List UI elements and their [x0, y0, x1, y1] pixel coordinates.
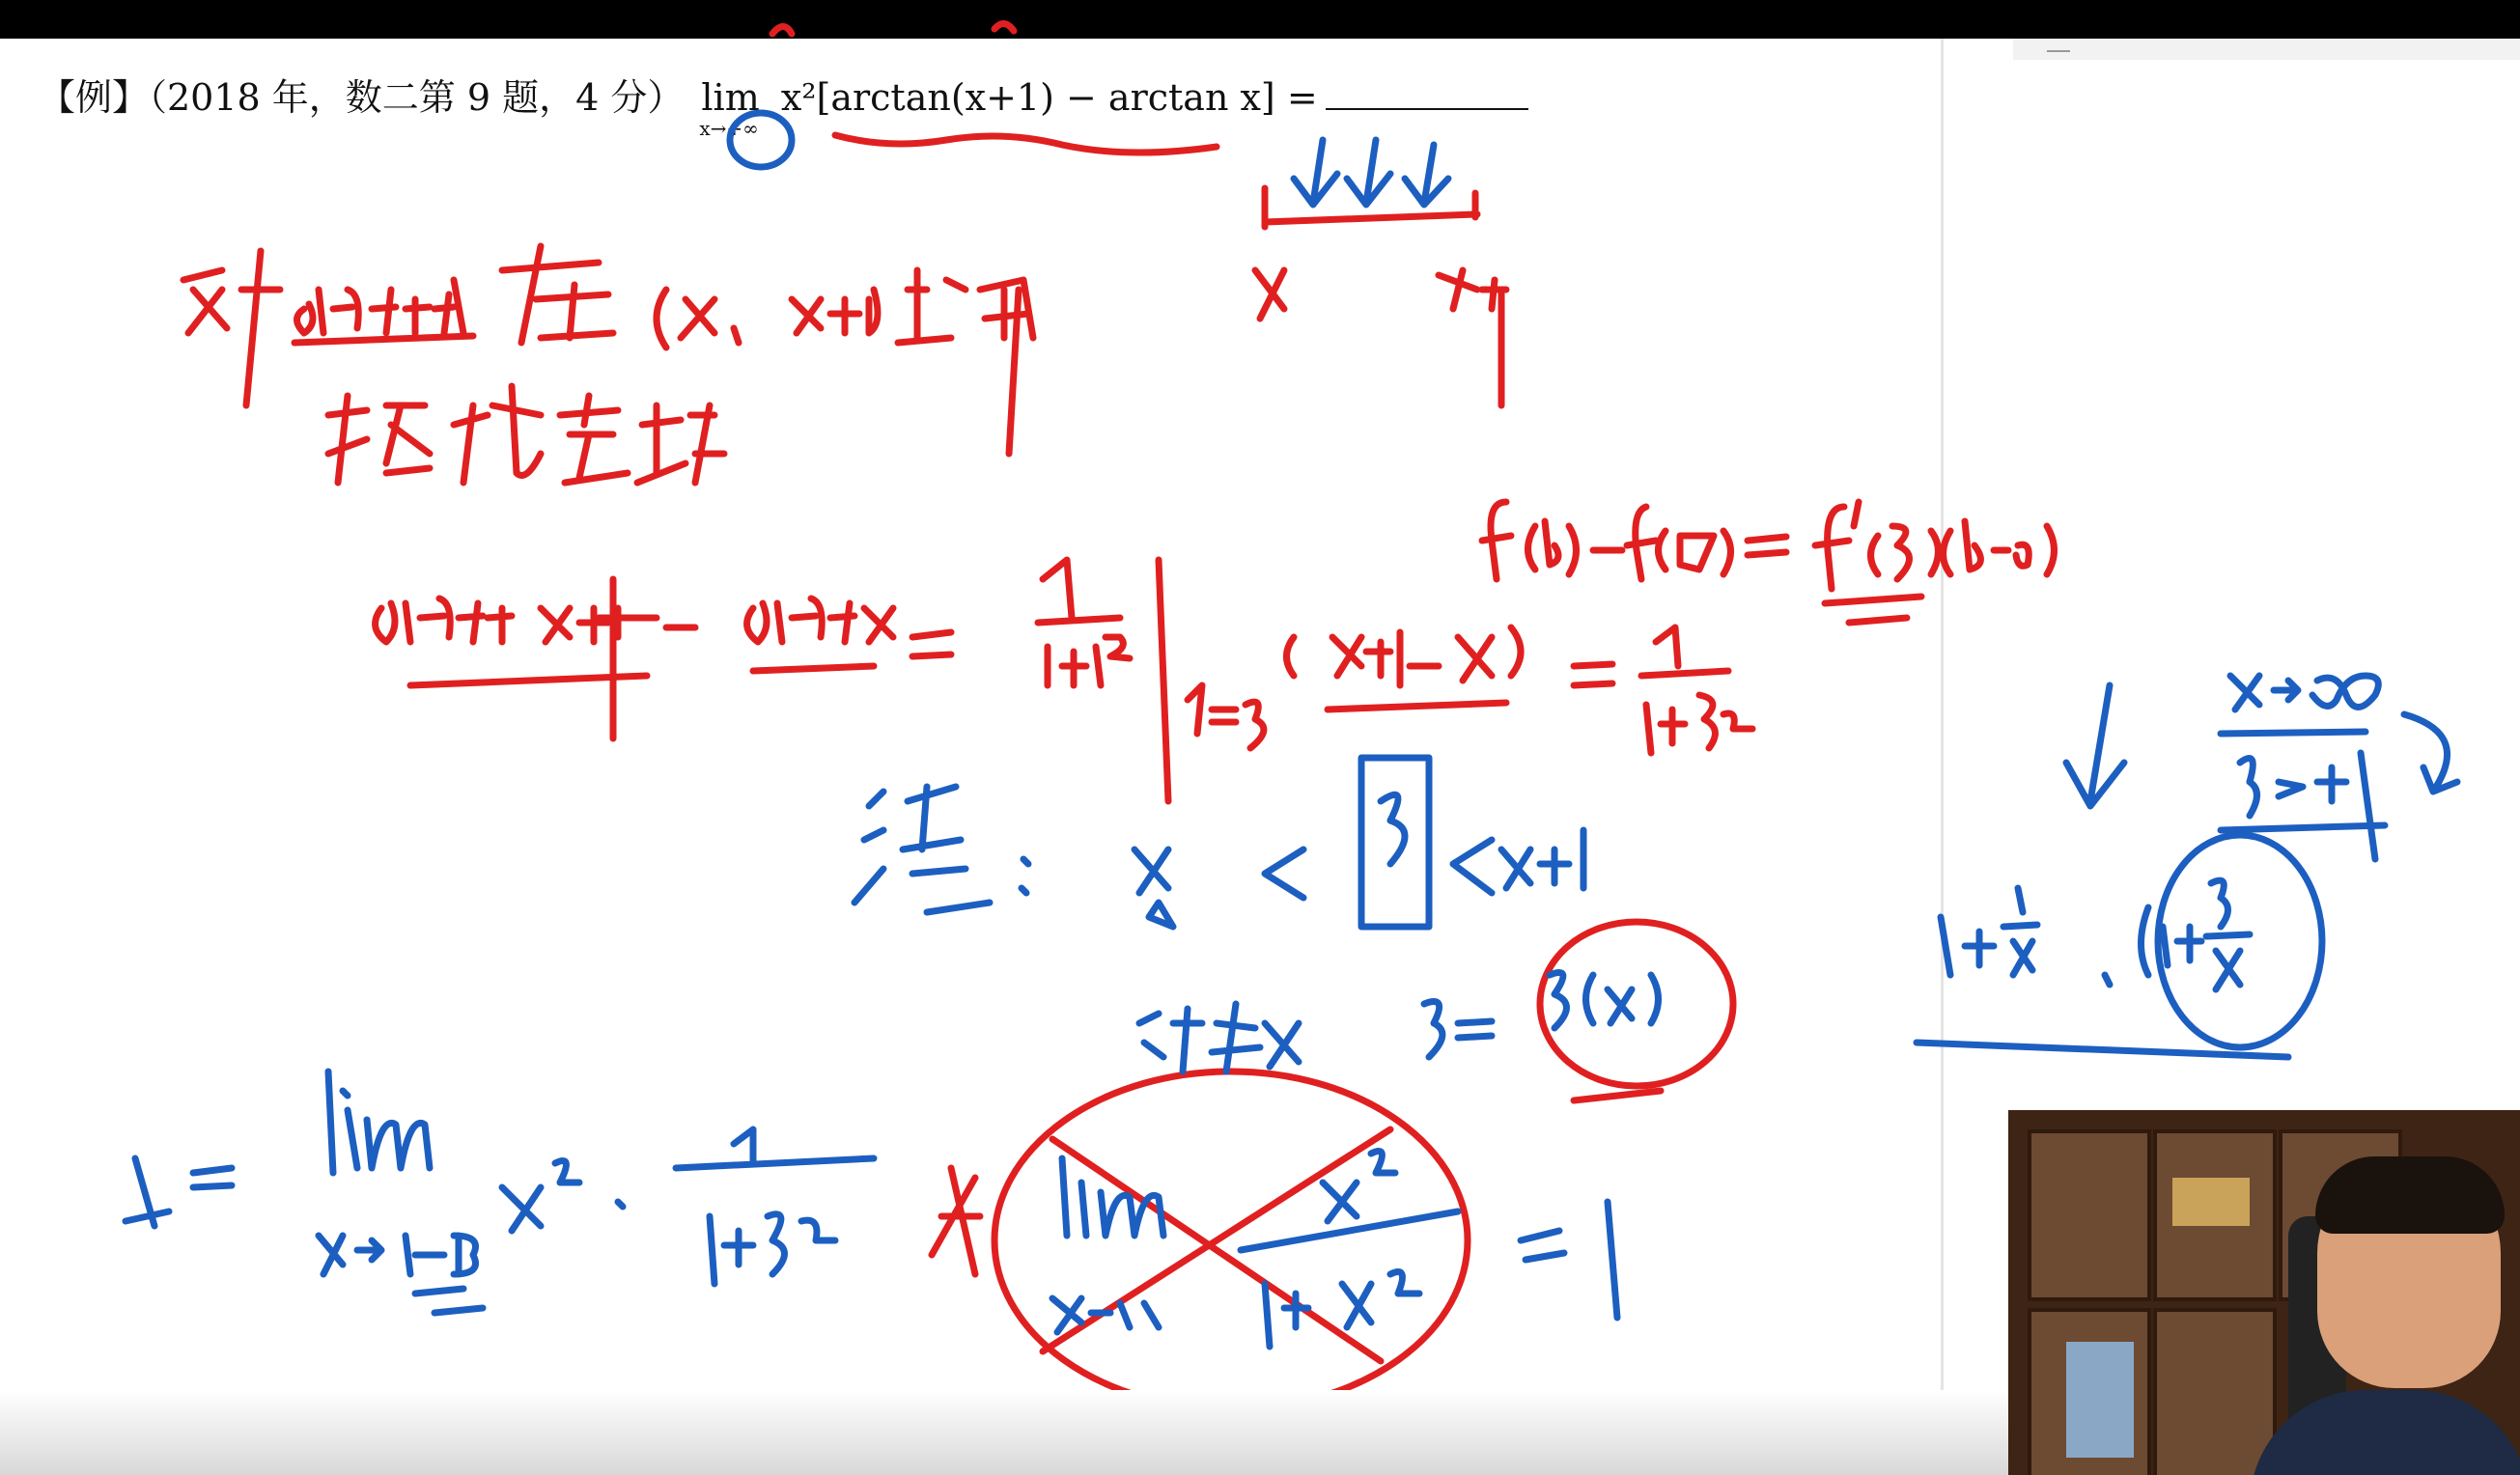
- xi-boxed: [1381, 794, 1405, 864]
- paren-diff: [1287, 627, 1522, 685]
- f-b: [1482, 502, 1511, 579]
- f-xi: [1871, 526, 1939, 579]
- arrow-down-3: [1405, 145, 1448, 205]
- underline-xi-x: [1574, 1091, 1661, 1100]
- paren-x1: [792, 290, 878, 333]
- ineq-x: [1134, 849, 1173, 927]
- one-result: [1608, 1202, 1617, 1318]
- x-plus-1-left: [541, 608, 618, 642]
- problem-prefix: 【例】（2018 年，数二第 9 题，4 分）: [39, 76, 685, 119]
- frac-num-1: [1038, 560, 1120, 623]
- one-plus: [1941, 917, 1994, 975]
- char-li: [637, 405, 724, 483]
- line-right: [2221, 732, 2366, 734]
- label-x-blue: [1265, 1023, 1299, 1067]
- xi-over-x: [2206, 880, 2250, 989]
- less-than-1: [1265, 849, 1303, 898]
- b-minus-a: [1944, 521, 2055, 574]
- dot-multiply: [618, 1202, 623, 1207]
- lim-blue: [328, 1071, 430, 1173]
- char-shang: [898, 270, 966, 343]
- underline-right: [2221, 825, 2385, 830]
- char-ding: [560, 396, 628, 483]
- equals-blue-1: [193, 1168, 232, 1187]
- one-over-x: [2003, 888, 2037, 975]
- char-zai: [502, 246, 613, 343]
- arrow-down-1: [1294, 140, 1337, 205]
- f-prime: [1815, 502, 1859, 589]
- x-inf-circled: [1052, 1298, 1159, 1332]
- label-x-plus-1: [1439, 270, 1506, 405]
- problem-expression: x²[arctan(x+1) − arctan x] =: [780, 76, 1318, 119]
- arrow-down-right: [2066, 685, 2124, 806]
- I-letter: [126, 1158, 169, 1226]
- lim-circled: [1062, 1158, 1163, 1236]
- cross-out: [1043, 1129, 1390, 1361]
- note-chars: [854, 787, 990, 912]
- guanyu-chars: [1139, 1004, 1260, 1071]
- big-circle: [994, 1071, 1468, 1409]
- ineq-x1: [1501, 830, 1583, 888]
- frac-den-1: [1048, 637, 1130, 685]
- underline-inf: [415, 1289, 483, 1313]
- book-row: [2066, 1342, 2134, 1458]
- curved-arrow: [2404, 714, 2457, 792]
- paren-one-plus: [2142, 907, 2202, 975]
- instructor-webcam: [2008, 1110, 2520, 1475]
- box-xi: [1361, 758, 1429, 927]
- instructor-hair: [2315, 1156, 2505, 1234]
- arctan-left: [376, 598, 512, 642]
- char-la: [328, 396, 430, 483]
- frac-num-blue: [676, 1129, 874, 1168]
- circled-frac-line: [1241, 1211, 1458, 1250]
- f-a: [1659, 531, 1731, 574]
- circled-x2-num: [1323, 1152, 1395, 1222]
- frac-den-blue: [710, 1214, 835, 1284]
- arctan-x-right: [747, 598, 893, 642]
- xi-to-inf-right: [2240, 753, 2375, 859]
- underline-diff: [1328, 703, 1506, 710]
- x-to-inf-right: [2230, 676, 2378, 710]
- label-x: [1255, 270, 1284, 319]
- char-dui: [183, 251, 280, 405]
- x-squared-blue: [502, 1161, 579, 1232]
- lim-word: lim: [701, 76, 760, 119]
- frac-den-2: [1646, 695, 1752, 753]
- paren-x: [657, 290, 739, 348]
- interval-line: [1265, 214, 1477, 222]
- comma-dot: [2105, 975, 2110, 985]
- t-eq-xi: [1188, 685, 1264, 748]
- underline-fprime: [1825, 597, 1921, 623]
- lim-subscript: x→+∞: [699, 117, 759, 140]
- wave-underline: [835, 135, 1217, 153]
- eval-bar: [1159, 560, 1168, 801]
- colon: [1022, 859, 1028, 893]
- char-yong: [980, 280, 1033, 454]
- cabinet-door-1: [2028, 1129, 2151, 1301]
- underline-arctanx: [753, 666, 874, 671]
- equals-blue-2: [1521, 1231, 1564, 1260]
- x-to-inf-blue: [319, 1236, 476, 1274]
- cabinet-door-4: [2153, 1308, 2277, 1475]
- less-than-2: [1453, 840, 1492, 893]
- frac-num-2: [1641, 627, 1728, 676]
- char-dai: [454, 386, 541, 483]
- times-mark: [932, 1168, 980, 1274]
- bottom-shadow: [0, 1390, 2008, 1475]
- xi-eq: [1424, 1002, 1492, 1058]
- equals-1: [912, 632, 951, 656]
- underline-arctant: [294, 336, 473, 343]
- word-arctant: [297, 280, 464, 333]
- shelf-items: [2172, 1178, 2250, 1226]
- circle-infinity: [730, 113, 792, 167]
- big-one-stroke: [599, 579, 657, 738]
- xi-of-x: [1550, 973, 1659, 1029]
- arrow-down-2: [1347, 140, 1390, 205]
- equals-2: [1574, 664, 1612, 685]
